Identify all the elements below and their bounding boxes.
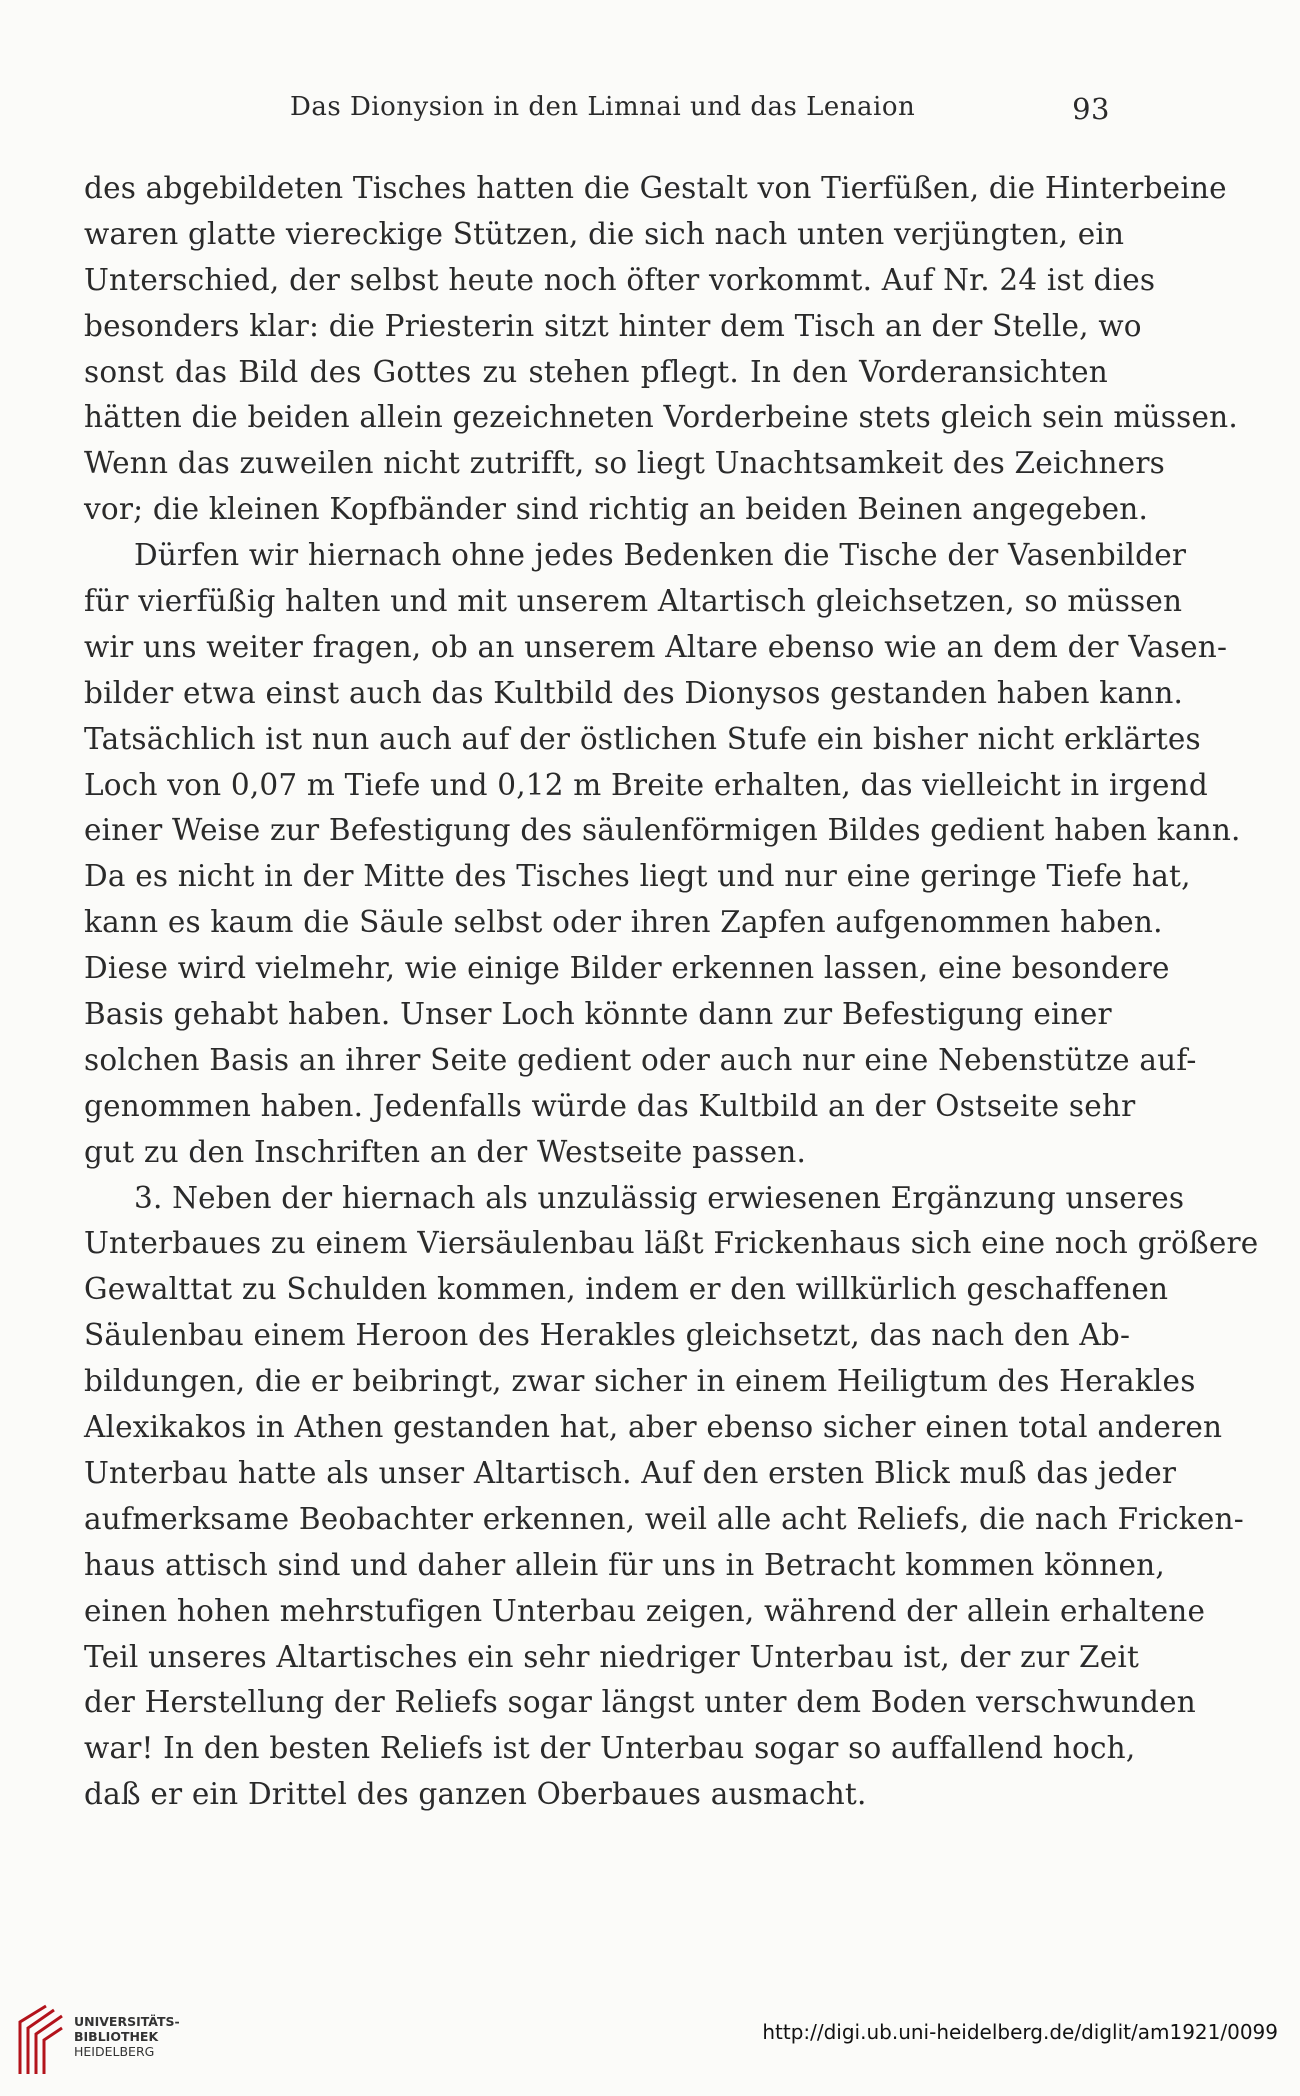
text-line: besonders klar: die Priesterin sitzt hinter dem Tisch an der Stelle, wo bbox=[84, 308, 1142, 343]
text-line: Unterbaues zu einem Viersäulenbau läßt Frickenhaus sich eine noch größere bbox=[84, 1226, 1259, 1261]
text-line: Diese wird vielmehr, wie einige Bilder erkennen lassen, eine besondere bbox=[84, 951, 1170, 986]
page-number: 93 bbox=[1072, 92, 1110, 126]
library-name bbox=[74, 2014, 180, 2059]
text-line: Basis gehabt haben. Unser Loch könnte dann zur Befestigung einer bbox=[84, 997, 1112, 1032]
text-line: Teil unseres Altartisches ein sehr niedriger Unterbau ist, der zur Zeit bbox=[84, 1639, 1140, 1674]
text-line: Unterschied, der selbst heute noch öfter vorkommt. Auf Nr. 24 ist dies bbox=[84, 262, 1156, 297]
body-text bbox=[84, 166, 1259, 1818]
digitization-footer bbox=[0, 2000, 1300, 2080]
text-line: genommen haben. Jedenfalls würde das Kultbild an der Ostseite sehr bbox=[84, 1088, 1136, 1123]
text-line: solchen Basis an ihrer Seite gedient oder auch nur eine Nebenstütze auf- bbox=[84, 1042, 1197, 1077]
source-url-link[interactable]: http://digi.ub.uni-heidelberg.de/diglit/am1921/0099 bbox=[762, 2020, 1278, 2044]
text-line: bilder etwa einst auch das Kultbild des Dionysos gestanden haben kann. bbox=[84, 675, 1184, 710]
running-title: Das Dionysion in den Limnai und das Lenaion bbox=[290, 92, 916, 122]
text-line: bildungen, die er beibringt, zwar sicher in einem Heiligtum des Herakles bbox=[84, 1364, 1196, 1399]
text-line: kann es kaum die Säule selbst oder ihren Zapfen aufgenommen haben. bbox=[84, 905, 1163, 940]
text-line: waren glatte viereckige Stützen, die sich nach unten verjüngten, ein bbox=[84, 216, 1125, 251]
ub-heidelberg-logo-icon bbox=[14, 2004, 66, 2076]
text-line: sonst das Bild des Gottes zu stehen pflegt. In den Vorderansichten bbox=[84, 354, 1108, 389]
text-line: 3. Neben der hiernach als unzulässig erwiesenen Ergänzung unseres bbox=[134, 1180, 1185, 1215]
text-line: einen hohen mehrstufigen Unterbau zeigen, während der allein erhaltene bbox=[84, 1593, 1206, 1628]
text-line: aufmerksame Beobachter erkennen, weil alle acht Reliefs, die nach Fricken- bbox=[84, 1501, 1244, 1536]
text-line: Gewalttat zu Schulden kommen, indem er den willkürlich geschaffenen bbox=[84, 1272, 1169, 1307]
library-name-line: BIBLIOTHEK bbox=[74, 2029, 159, 2044]
running-header bbox=[290, 92, 1110, 132]
text-line: einer Weise zur Befestigung des säulenförmigen Bildes gedient haben kann. bbox=[84, 813, 1241, 848]
text-line: des abgebildeten Tisches hatten die Gestalt von Tierfüßen, die Hinterbeine bbox=[84, 171, 1227, 205]
text-line: gut zu den Inschriften an der Westseite passen. bbox=[84, 1134, 807, 1169]
text-line: Säulenbau einem Heroon des Herakles gleichsetzt, das nach den Ab- bbox=[84, 1318, 1131, 1353]
text-line: Tatsächlich ist nun auch auf der östlichen Stufe ein bisher nicht erklärtes bbox=[84, 721, 1201, 756]
library-name-line: HEIDELBERG bbox=[74, 2044, 155, 2059]
text-line: wir uns weiter fragen, ob an unserem Altare ebenso wie an dem der Vasen- bbox=[84, 629, 1228, 664]
text-line: Loch von 0,07 m Tiefe und 0,12 m Breite erhalten, das vielleicht in irgend bbox=[84, 767, 1208, 802]
text-line: Alexikakos in Athen gestanden hat, aber ebenso sicher einen total anderen bbox=[84, 1410, 1223, 1445]
text-line: Unterbau hatte als unser Altartisch. Auf den ersten Blick muß das jeder bbox=[84, 1455, 1177, 1490]
text-line: Wenn das zuweilen nicht zutrifft, so liegt Unachtsamkeit des Zeichners bbox=[84, 446, 1165, 481]
text-line: Dürfen wir hiernach ohne jedes Bedenken die Tische der Vasenbilder bbox=[134, 538, 1187, 573]
text-line: daß er ein Drittel des ganzen Oberbaues ausmacht. bbox=[84, 1777, 867, 1812]
text-line: der Herstellung der Reliefs sogar längst unter dem Boden verschwunden bbox=[84, 1685, 1196, 1720]
text-line: war! In den besten Reliefs ist der Unterbau sogar so auffallend hoch, bbox=[84, 1731, 1136, 1766]
text-line: vor; die kleinen Kopfbänder sind richtig an beiden Beinen angegeben. bbox=[84, 492, 1149, 527]
text-line: haus attisch sind und daher allein für uns in Betracht kommen können, bbox=[84, 1547, 1165, 1582]
text-line: für vierfüßig halten und mit unserem Altartisch gleichsetzen, so müssen bbox=[84, 584, 1183, 619]
text-line: hätten die beiden allein gezeichneten Vorderbeine stets gleich sein müssen. bbox=[84, 400, 1238, 435]
text-line: Da es nicht in der Mitte des Tisches liegt und nur eine geringe Tiefe hat, bbox=[84, 859, 1191, 894]
library-name-line: UNIVERSITÄTS- bbox=[74, 2014, 180, 2029]
